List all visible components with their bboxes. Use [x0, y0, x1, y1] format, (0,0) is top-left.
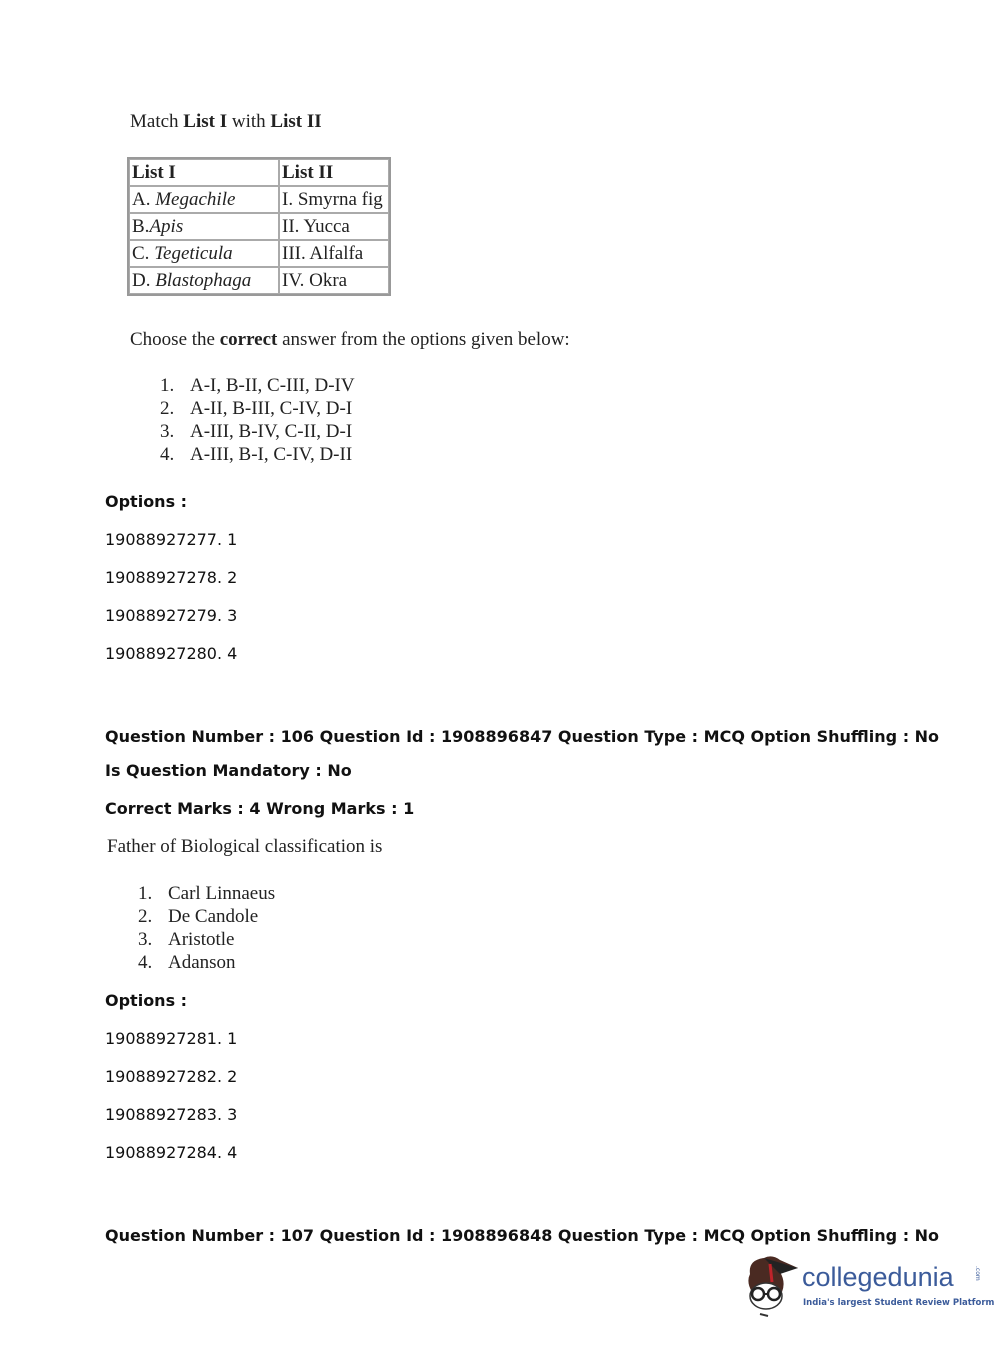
mascot-icon — [742, 1252, 802, 1318]
question-header: Question Number : 106 Question Id : 1908896847 Question Type : MCQ Option Shuffling : No — [105, 727, 940, 746]
table-header-row — [129, 159, 389, 186]
table-row — [129, 240, 389, 267]
options-label: Options : — [105, 492, 188, 511]
table-cell: IV. Okra — [279, 267, 389, 294]
choice-item: 3. A-III, B-IV, C-II, D-I — [160, 421, 353, 442]
option-item: 19088927278. 2 — [105, 568, 238, 587]
logo-tagline: India's largest Student Review Platform — [803, 1298, 995, 1308]
table-cell: I. Smyrna fig — [279, 186, 389, 213]
option-item: 19088927279. 3 — [105, 606, 238, 625]
choice-item: 2. A-II, B-III, C-IV, D-I — [160, 398, 353, 419]
choice-item: 4. A-III, B-I, C-IV, D-II — [160, 444, 353, 465]
table-cell: II. Yucca — [279, 213, 389, 240]
table-cell: D. Blastophaga — [129, 267, 279, 294]
table-header: List I — [129, 159, 279, 186]
choice-item: 1. A-I, B-II, C-III, D-IV — [160, 375, 355, 396]
option-item: 19088927281. 1 — [105, 1029, 238, 1048]
table-cell: C. Tegeticula — [129, 240, 279, 267]
option-item: 19088927280. 4 — [105, 644, 238, 663]
table-row — [129, 186, 389, 213]
question-header: Question Number : 107 Question Id : 1908896848 Question Type : MCQ Option Shuffling : No — [105, 1226, 940, 1245]
option-item: 19088927277. 1 — [105, 530, 238, 549]
options-label: Options : — [105, 991, 188, 1010]
table-header: List II — [279, 159, 389, 186]
option-item: 19088927283. 3 — [105, 1105, 238, 1124]
choice-item: 2. De Candole — [138, 906, 259, 927]
q105-intro: Match List I with List II — [130, 111, 322, 132]
table-cell: B.Apis — [129, 213, 279, 240]
option-item: 19088927284. 4 — [105, 1143, 238, 1162]
choice-item: 1. Carl Linnaeus — [138, 883, 276, 904]
table-cell: III. Alfalfa — [279, 240, 389, 267]
question-mandatory: Is Question Mandatory : No — [105, 761, 352, 780]
question-marks: Correct Marks : 4 Wrong Marks : 1 — [105, 799, 415, 818]
table-row — [129, 267, 389, 294]
q105-instruction: Choose the correct answer from the options given below: — [130, 329, 570, 350]
choice-item: 4. Adanson — [138, 952, 236, 973]
table-row — [129, 213, 389, 240]
option-item: 19088927282. 2 — [105, 1067, 238, 1086]
choice-item: 3. Aristotle — [138, 929, 235, 950]
q106-question: Father of Biological classification is — [107, 836, 383, 857]
logo-name: collegedunia — [802, 1262, 954, 1292]
collegedunia-logo — [742, 1252, 995, 1322]
logo-com: .com — [974, 1266, 981, 1281]
q105-choices — [160, 374, 355, 466]
q106-choices — [138, 882, 275, 974]
match-table — [127, 157, 391, 296]
table-cell: A. Megachile — [129, 186, 279, 213]
